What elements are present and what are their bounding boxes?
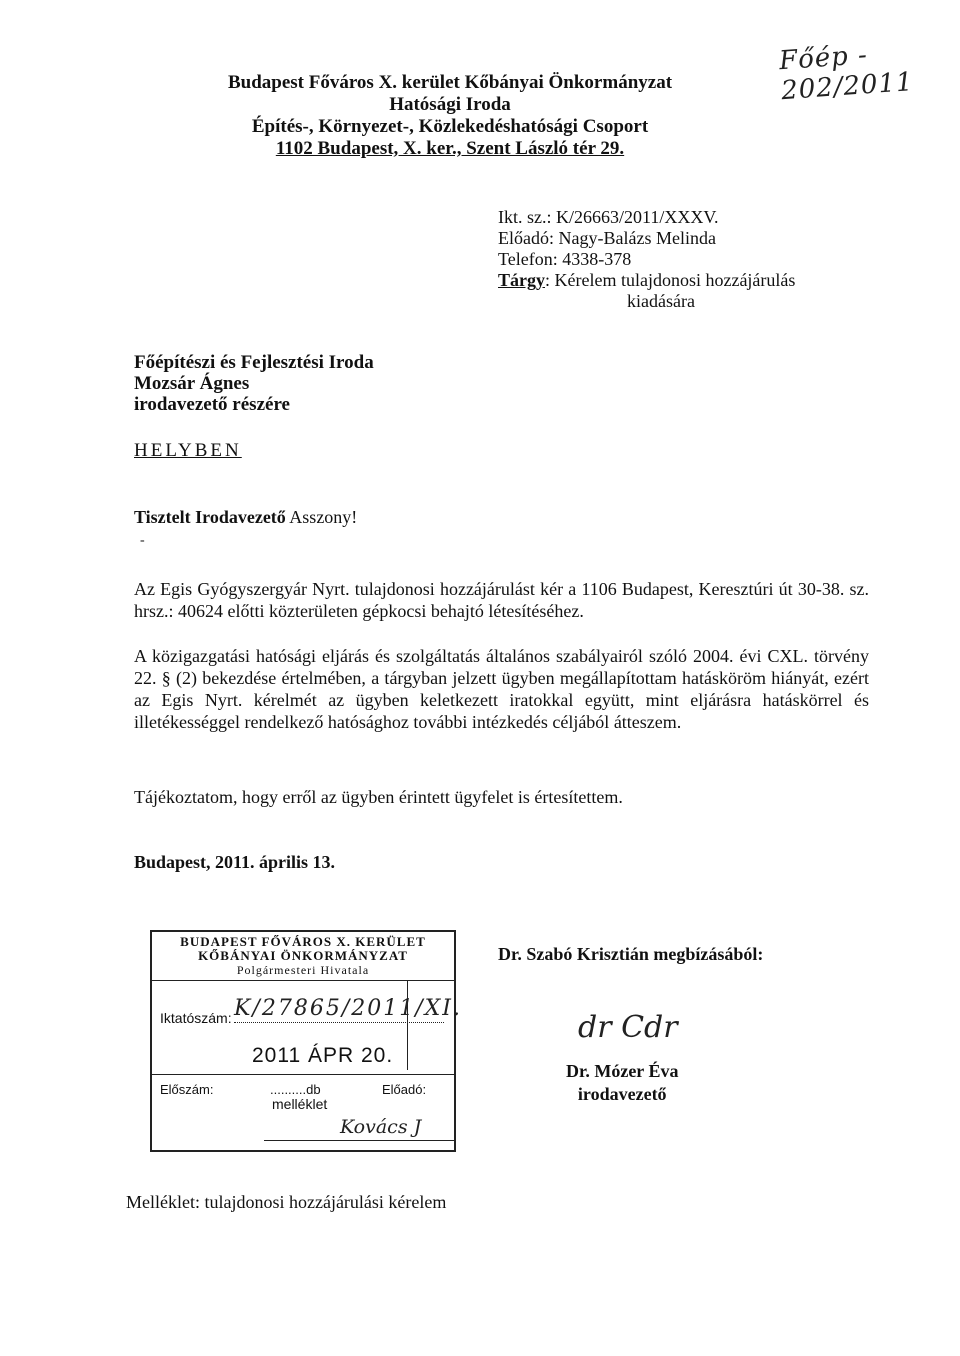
case-officer: Előadó: Nagy-Balázs Melinda bbox=[498, 228, 716, 248]
signatory-authority: Dr. Szabó Krisztián megbízásából: bbox=[498, 944, 764, 964]
attachment-note: Melléklet: tulajdonosi hozzájárulási kérelem bbox=[126, 1192, 447, 1212]
recipient-block bbox=[134, 352, 374, 415]
handwritten-signature: dr Cdr bbox=[578, 1010, 678, 1045]
stamp-officer-signature: Kovács J bbox=[340, 1116, 422, 1138]
recipient-office: Főépítészi és Fejlesztési Iroda bbox=[134, 352, 374, 373]
registration-stamp bbox=[150, 930, 462, 1152]
stamp-title-1: BUDAPEST FŐVÁROS X. KERÜLET bbox=[180, 934, 426, 949]
letterhead-authority: Budapest Főváros X. kerület Kőbányai Önkormányzat bbox=[227, 72, 673, 93]
handwritten-reference: Főép - 202/2011 bbox=[778, 40, 915, 107]
stamp-divider bbox=[152, 980, 454, 981]
stamp-count-label: ..........db bbox=[270, 1082, 321, 1097]
salutation bbox=[134, 507, 357, 528]
stamp-dotted-line bbox=[234, 1022, 444, 1023]
stamp-db: db bbox=[306, 1082, 321, 1097]
stamp-title-2: KŐBÁNYAI ÖNKORMÁNYZAT bbox=[198, 948, 408, 963]
stamp-registry-number: K/27865/2011/XI. bbox=[234, 996, 462, 1021]
subject-label: Tárgy bbox=[498, 270, 545, 290]
letterhead bbox=[150, 72, 750, 160]
stamp-title-3: Polgármesteri Hivatala bbox=[236, 963, 370, 977]
stamp-officer-label: Előadó: bbox=[382, 1082, 427, 1097]
letterhead-address: 1102 Budapest, X. ker., Szent László tér 29. bbox=[275, 138, 625, 159]
stamp-previous-number-label: Előszám: bbox=[160, 1082, 214, 1097]
salutation-bold: Tisztelt Irodavezető bbox=[134, 507, 286, 527]
subject-line bbox=[498, 270, 795, 291]
subject-value-cont: kiadására bbox=[627, 291, 695, 311]
body-paragraph-2: A közigazgatási hatósági eljárás és szolgáltatás általános szabályairól szóló 2004. évi CXL. törvény 22. § (2) bekezdése értelmében, a tárgyban jelzett ügyben megállapítottam hatásköröm hiányát, ezért az Egis Nyrt. kérelmét az ügyben keletkezett iratokkal együtt, mint eljárásra hatáskörrel és illetékességgel rendelkező hatósághoz további intézkedés céljából átteszem. bbox=[134, 646, 869, 732]
letterhead-office: Hatósági Iroda bbox=[389, 94, 511, 115]
stamp-divider-2 bbox=[152, 1074, 454, 1075]
letterhead-group: Építés-, Környezet-, Közlekedéshatósági Csoport bbox=[251, 116, 649, 137]
reference-block bbox=[498, 207, 795, 312]
phone-number: Telefon: 4338-378 bbox=[498, 249, 632, 269]
body-paragraph-1: Az Egis Gyógyszergyár Nyrt. tulajdonosi hozzájárulást kér a 1106 Budapest, Keresztúri út 30-38. sz. hrsz.: 40624 előtti közterületen gépkocsi behajtó létesítéséhez. bbox=[134, 579, 869, 621]
salutation-normal: Asszony! bbox=[285, 507, 358, 527]
body-paragraph-3: Tájékoztatom, hogy erről az ügyben érintett ügyfelet is értesítettem. bbox=[134, 787, 623, 807]
stamp-registry-label: Iktatószám: bbox=[160, 1010, 232, 1026]
stamp-received-date: 2011 ÁPR 20. bbox=[252, 1044, 394, 1067]
signatory bbox=[566, 1060, 678, 1106]
stamp-vertical-line bbox=[407, 980, 408, 1070]
recipient-role: irodavezető részére bbox=[134, 394, 290, 415]
subject-value: : Kérelem tulajdonosi hozzájárulás bbox=[545, 270, 796, 290]
stamp-attachment-label: melléklet bbox=[272, 1096, 328, 1112]
stray-mark: - bbox=[140, 533, 145, 548]
signatory-title: irodavezető bbox=[577, 1084, 667, 1104]
letter-date: Budapest, 2011. április 13. bbox=[134, 852, 336, 872]
signatory-name: Dr. Mózer Éva bbox=[566, 1061, 679, 1081]
stamp-signature-line bbox=[264, 1140, 454, 1141]
file-number: Ikt. sz.: K/26663/2011/XXXV. bbox=[498, 207, 719, 227]
recipient-local: HELYBEN bbox=[134, 440, 242, 461]
recipient-name: Mozsár Ágnes bbox=[134, 373, 250, 394]
